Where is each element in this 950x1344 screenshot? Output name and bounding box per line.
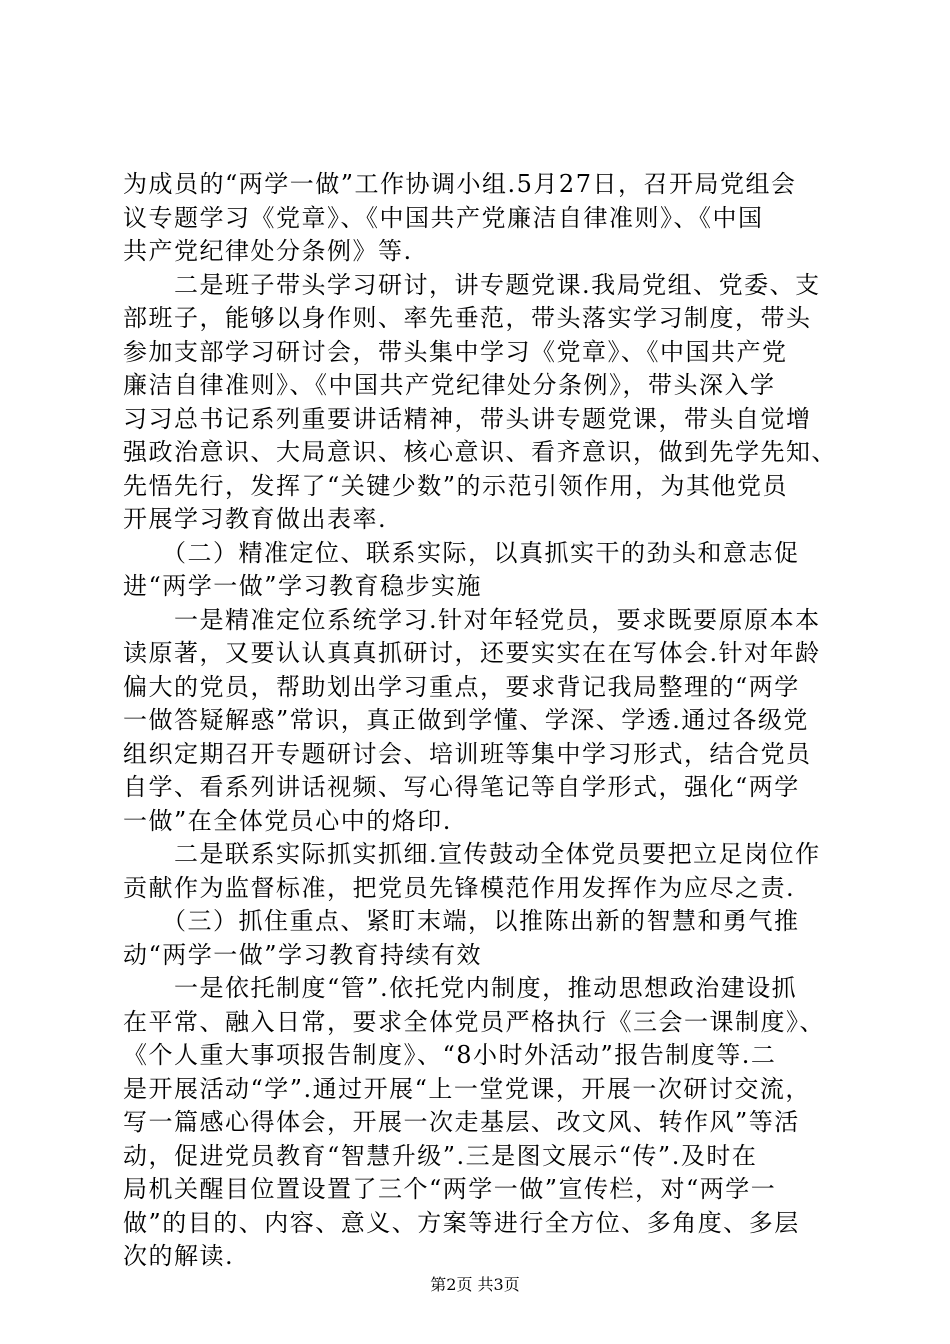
text-line: 二是联系实际抓实抓细.宣传鼓动全体党员要把立足岗位作 [123, 840, 821, 868]
text-line: 在平常、融入日常，要求全体党员严格执行《三会一课制度》、 [123, 1007, 825, 1036]
text-line: 二是班子带头学习研讨，讲专题党课.我局党组、党委、支 [123, 270, 821, 299]
text-line: 参加支部学习研讨会，带头集中学习《党章》、《中国共产党 [123, 337, 788, 366]
text-line: 议专题学习《党章》、《中国共产党廉洁自律准则》、《中国 [123, 203, 764, 232]
text-line: 局机关醒目位置设置了三个“两学一做”宣传栏，对“两学一 [123, 1175, 777, 1203]
text-line: 一是精准定位系统学习.针对年轻党员，要求既要原原本本 [123, 605, 821, 634]
section-heading: 动“两学一做”学习教育持续有效 [123, 940, 483, 969]
page-number: 第2页 共3页 [430, 1275, 520, 1294]
text-line: 次的解读. [123, 1242, 235, 1270]
section-heading: （二）精准定位、联系实际，以真抓实干的劲头和意志促 [123, 538, 800, 567]
text-line: 组织定期召开专题研讨会、培训班等集中学习形式，结合党员 [123, 739, 812, 768]
text-line: 自学、看系列讲话视频、写心得笔记等自学形式，强化“两学 [123, 773, 800, 801]
text-line: 共产党纪律处分条例》等. [123, 237, 413, 265]
text-line: 写一篇感心得体会，开展一次走基层、改文风、转作风”等活 [123, 1108, 800, 1136]
text-line: 一做”在全体党员心中的烙印. [123, 806, 452, 835]
section-heading: （三）抓住重点、紧盯末端，以推陈出新的智慧和勇气推 [123, 907, 800, 935]
text-line: 动，促进党员教育“智慧升级”.三是图文展示“传”.及时在 [123, 1141, 758, 1170]
text-line: 是开展活动“学”.通过开展“上一堂党课，开展一次研讨交流， [123, 1074, 811, 1103]
text-line: 一做答疑解惑”常识，真正做到学懂、学深、学透.通过各级党 [123, 706, 809, 734]
text-line: 开展学习教育做出表率. [123, 505, 388, 533]
text-line: 习习总书记系列重要讲话精神，带头讲专题党课，带头自觉增 [123, 404, 812, 433]
text-line: 读原著，又要认认真真抓研讨，还要实实在在写体会.针对年龄 [123, 639, 821, 667]
text-line: 一是依托制度“管”.依托党内制度，推动思想政治建设抓 [123, 974, 798, 1002]
text-line: 强政治意识、大局意识、核心意识、看齐意识，做到先学先知、 [123, 438, 837, 466]
text-line: 贡献作为监督标准，把党员先锋模范作用发挥作为应尽之责. [123, 873, 796, 902]
text-line: 《个人重大事项报告制度》、“8小时外活动”报告制度等.二 [123, 1041, 777, 1069]
text-line: 偏大的党员，帮助划出学习重点，要求背记我局整理的“两学 [123, 672, 800, 701]
text-line: 部班子，能够以身作则、率先垂范，带头落实学习制度，带头 [123, 304, 812, 332]
text-line: 为成员的“两学一做”工作协调小组.5月27日，召开局党组会 [123, 170, 797, 198]
text-line: 做”的目的、内容、意义、方案等进行全方位、多角度、多层 [123, 1208, 800, 1237]
body-text [123, 168, 837, 1274]
text-line: 廉洁自律准则》、《中国共产党纪律处分条例》，带头深入学 [123, 371, 776, 399]
section-heading: 进“两学一做”学习教育稳步实施 [123, 572, 483, 600]
text-line: 先悟先行，发挥了“关键少数”的示范引领作用，为其他党员 [123, 471, 789, 500]
